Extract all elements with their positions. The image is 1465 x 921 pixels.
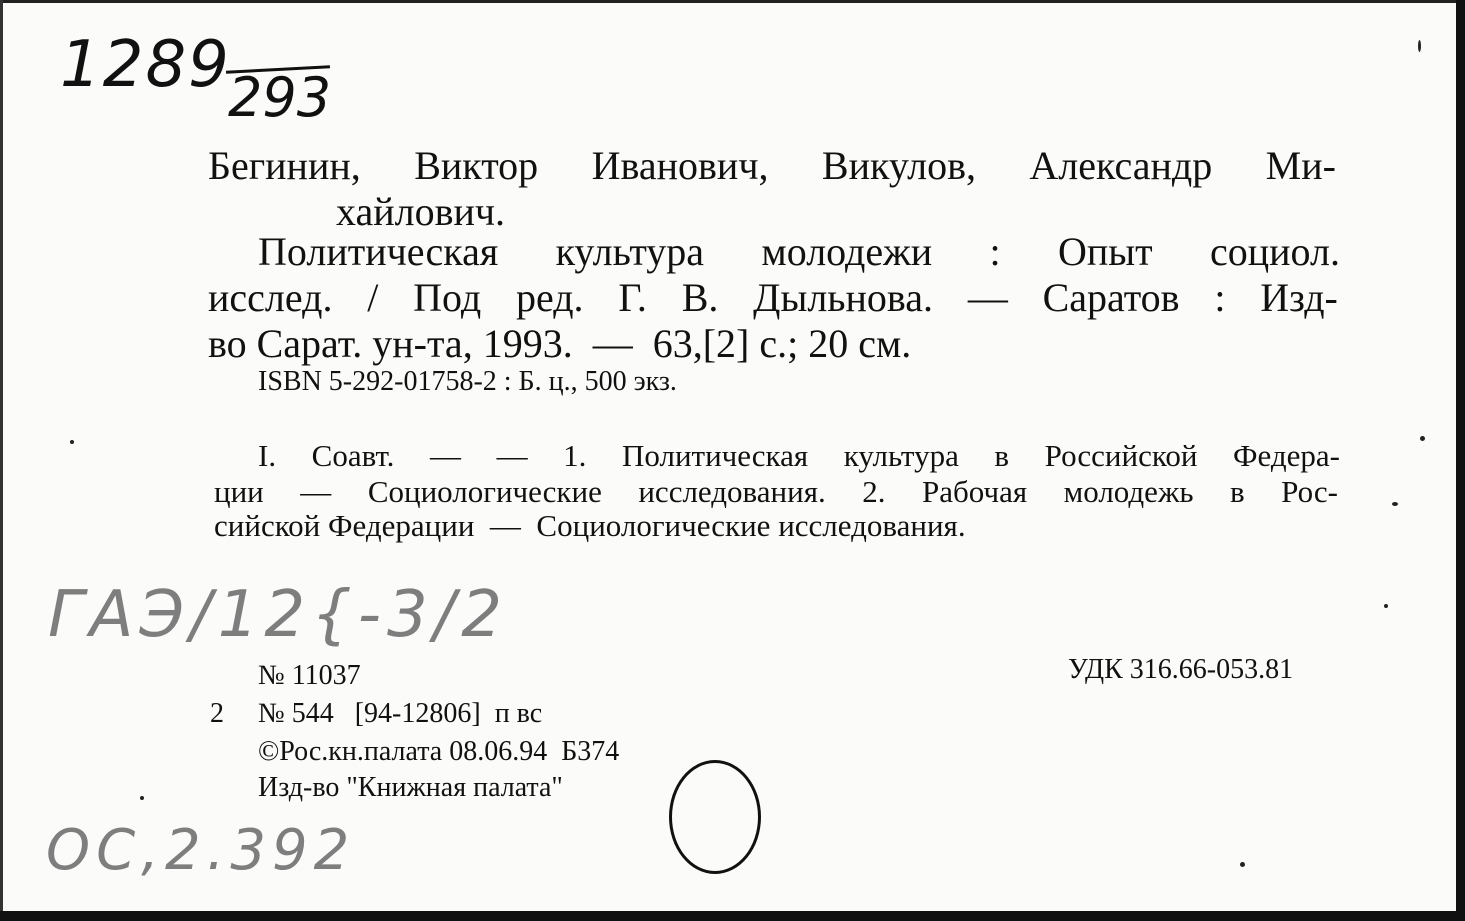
description-word: Г. xyxy=(618,275,647,320)
subjects-word: Соавт. xyxy=(311,438,395,473)
scan-speck xyxy=(1420,436,1425,441)
order-info: № 544 [94-12806] п вс xyxy=(258,698,543,729)
subjects-word: культура xyxy=(843,438,959,473)
authors-line-2: хайлович. xyxy=(336,189,506,234)
description-word: молодежи xyxy=(761,229,933,274)
subjects-word: — xyxy=(496,438,528,473)
description-word: исслед. xyxy=(208,275,333,320)
order-prefix: 2 xyxy=(210,698,224,729)
subjects-line-3: сийской Федерации — Социологические исследования. xyxy=(214,508,966,543)
shelf-mark-sub: 293 xyxy=(228,66,332,129)
udk-code: УДК 316.66-053.81 xyxy=(1068,654,1294,685)
subjects-line-2 xyxy=(214,474,1338,510)
subjects-word: в xyxy=(1230,474,1245,509)
description-word: Дыльнова. xyxy=(753,275,934,320)
description-word: Саратов xyxy=(1042,275,1180,320)
scan-speck xyxy=(1418,40,1421,52)
subjects-word: Рос- xyxy=(1281,474,1338,509)
subjects-word: 1. xyxy=(563,438,587,473)
publisher-line: Изд-во "Книжная палата" xyxy=(258,772,563,803)
subjects-word: I. xyxy=(258,438,277,473)
card-edge-bottom xyxy=(0,911,1465,921)
description-word: — xyxy=(967,275,1008,320)
copyright-line: ©Рос.кн.палата 08.06.94 Б374 xyxy=(258,736,620,767)
subjects-word: — xyxy=(430,438,462,473)
subjects-word: Рабочая xyxy=(922,474,1028,509)
description-word: социол. xyxy=(1209,229,1340,274)
subjects-word: Российской xyxy=(1044,438,1198,473)
authors-word: Викулов, xyxy=(821,143,976,188)
description-word: Изд- xyxy=(1260,275,1338,320)
authors-line-1 xyxy=(208,142,1336,189)
scan-speck xyxy=(1240,862,1245,867)
description-word: В. xyxy=(681,275,719,320)
description-line-2 xyxy=(208,274,1338,321)
scan-speck xyxy=(140,796,144,800)
subjects-word: 2. xyxy=(862,474,886,509)
description-word: : xyxy=(1214,275,1226,320)
scan-speck xyxy=(1392,502,1398,506)
description-word: Опыт xyxy=(1057,229,1153,274)
description-word: Под xyxy=(413,275,482,320)
pencil-note-2: ОС,2.392 xyxy=(46,818,356,883)
subjects-word: Федера- xyxy=(1233,438,1340,473)
card-number: № 11037 xyxy=(258,660,361,691)
authors-word: Ми- xyxy=(1265,143,1336,188)
card-edge-left xyxy=(0,0,3,921)
scan-speck xyxy=(70,440,74,444)
authors-word: Бегинин, xyxy=(208,143,361,188)
subjects-word: исследования. xyxy=(638,474,826,509)
subjects-word: в xyxy=(994,438,1010,473)
description-word: Политическая xyxy=(258,229,499,274)
subjects-word: ции xyxy=(214,474,264,509)
pencil-note-1: ГАЭ/12{-3/2 xyxy=(48,578,508,652)
card-edge-top xyxy=(0,0,1456,3)
authors-word: Александр xyxy=(1029,143,1213,188)
subjects-word: Политическая xyxy=(622,438,809,473)
authors-word: Виктор xyxy=(414,143,539,188)
card-edge-right xyxy=(1456,0,1465,921)
isbn-line: ISBN 5-292-01758-2 : Б. ц., 500 экз. xyxy=(258,366,677,397)
subjects-word: молодежь xyxy=(1063,474,1194,509)
authors-word: Иванович, xyxy=(591,143,769,188)
description-word: / xyxy=(367,275,379,320)
description-line-3: во Сарат. ун-та, 1993. — 63,[2] с.; 20 см. xyxy=(208,321,912,366)
subjects-word: Социологические xyxy=(367,474,602,509)
scan-speck xyxy=(1384,604,1388,608)
description-word: : xyxy=(989,229,1001,274)
shelf-mark-main: 1289 xyxy=(60,28,231,102)
subjects-word: — xyxy=(300,474,332,509)
subjects-line-1 xyxy=(258,438,1340,474)
description-word: ред. xyxy=(515,275,584,320)
stamp-circle xyxy=(669,760,761,874)
description-word: культура xyxy=(555,229,705,274)
description-line-1 xyxy=(258,228,1340,275)
